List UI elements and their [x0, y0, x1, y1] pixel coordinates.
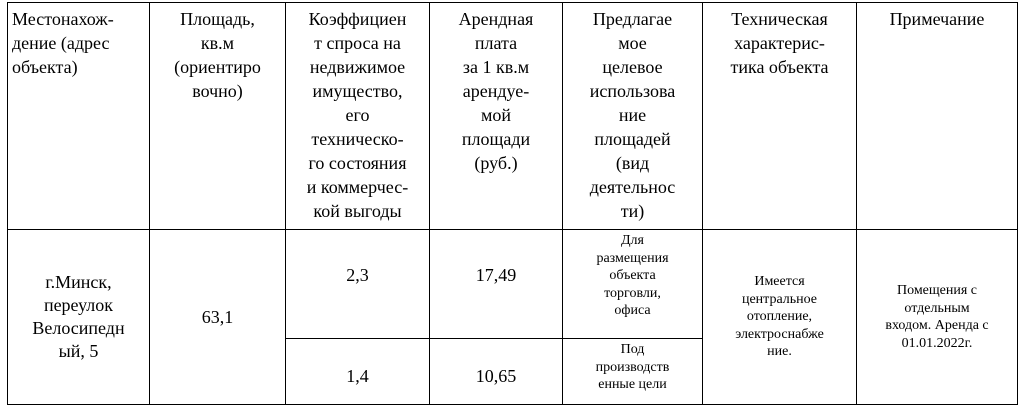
address-cell: г.Минск, переулок Велосипедн ый, 5	[8, 230, 150, 405]
table-row	[8, 230, 1018, 339]
lease-table	[7, 2, 1018, 405]
area-cell: 63,1	[150, 230, 286, 405]
header-technical: Техническая характерис- тика объекта	[703, 3, 857, 230]
use-cell: Для размещения объекта торговли, офиса	[563, 230, 703, 339]
header-note: Примечание	[857, 3, 1018, 230]
header-demand-coefficient: Коэффициен т спроса на недвижимое имущество, его техническо- го состояния и коммерчес- кой выгоды	[286, 3, 430, 230]
coefficient-cell: 1,4	[286, 339, 430, 405]
header-row	[8, 3, 1018, 230]
header-intended-use: Предлагае мое целевое использова ние площадей (вид деятельнос ти)	[563, 3, 703, 230]
note-cell: Помещения с отдельным входом. Аренда с 01.01.2022г.	[857, 230, 1018, 405]
rent-cell: 10,65	[430, 339, 563, 405]
header-rent: Арендная плата за 1 кв.м арендуе- мой площади (руб.)	[430, 3, 563, 230]
coefficient-cell: 2,3	[286, 230, 430, 339]
header-location: Местонахож- дение (адрес объекта)	[8, 3, 150, 230]
use-cell: Под производств енные цели	[563, 339, 703, 405]
rent-cell: 17,49	[430, 230, 563, 339]
header-area: Площадь, кв.м (ориентиро вочно)	[150, 3, 286, 230]
technical-cell: Имеется центральное отопление, электроснабже ние.	[703, 230, 857, 405]
